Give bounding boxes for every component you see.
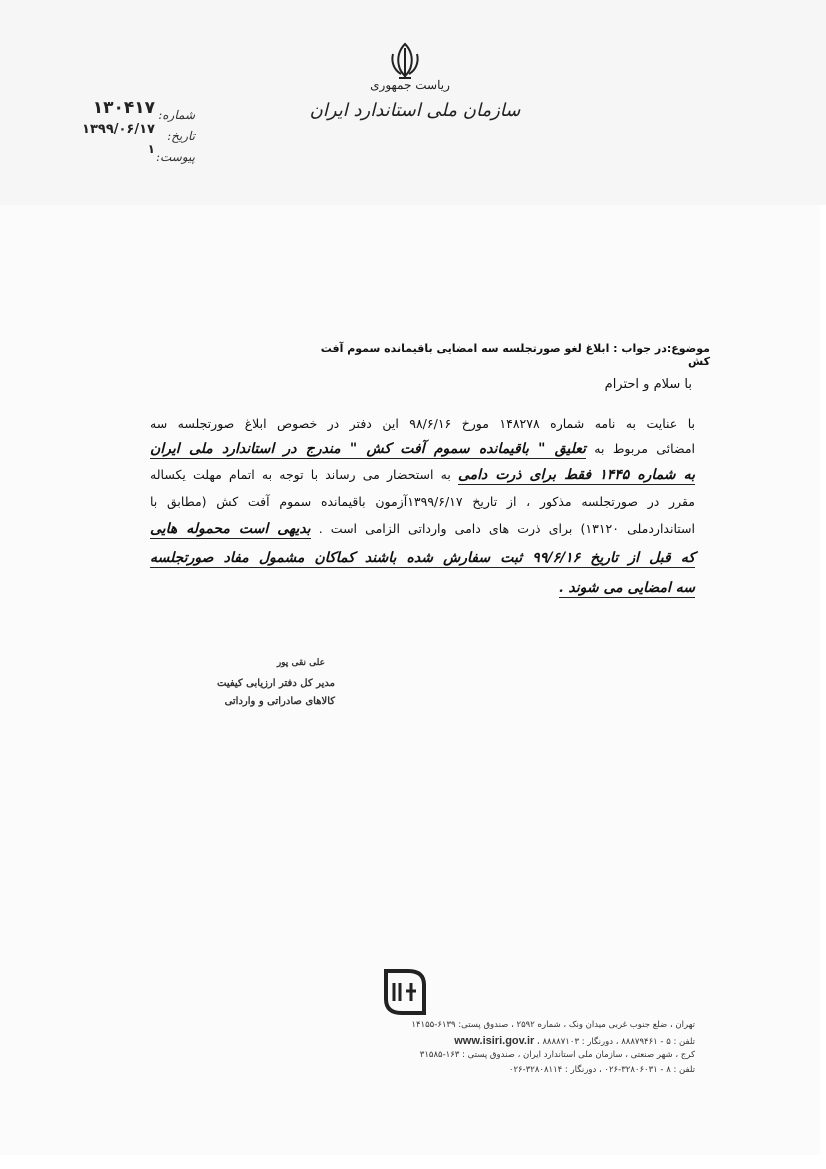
greeting: با سلام و احترام [604, 377, 692, 392]
body-line-3 [150, 467, 695, 483]
number-label: شماره: [158, 108, 195, 122]
signature-name: علی نقی پور [276, 658, 325, 668]
body-emphasis: تعلیق " باقیمانده سموم آفت کش " مندرج در استاندارد ملی ایران [150, 441, 586, 457]
letter-date: ۱۳۹۹/۰۶/۱۷ [82, 122, 155, 137]
attachment-count: ۱ [147, 142, 155, 156]
isiri-logo-icon [378, 965, 432, 1017]
body-emphasis: که قبل از تاریخ ۹۹/۶/۱۶ ثبت سفارش شده باشند کماکان مشمول مفاد صورتجلسه [150, 550, 696, 566]
iran-emblem-icon [385, 40, 425, 82]
footer-phone-tehran: تلفن : ۵ - ۸۸۸۷۹۴۶۱ ، دورنگار : ۸۸۸۸۷۱۰۳ ، [537, 1037, 695, 1047]
subject-line: موضوع:در جواب : ابلاغ لغو صورتجلسه سه امضایی باقیمانده سموم آفت کش [320, 342, 710, 368]
body-line-6 [150, 550, 695, 566]
body-text: استانداردملی ۱۳۱۲۰) برای ذرت های دامی وارداتی الزامی است . [318, 521, 695, 536]
body-emphasis: بدیهی است محموله هایی [150, 521, 311, 537]
website-link[interactable]: www.isiri.gov.ir [454, 1035, 535, 1047]
body-emphasis: به شماره ۱۴۴۵ فقط برای ذرت دامی [457, 467, 695, 483]
organization-name: سازمان ملی استاندارد ایران [309, 100, 521, 121]
signature-title-2: کالاهای صادراتی و وارداتی [224, 696, 335, 707]
body-line-1 [150, 416, 695, 431]
body-text: با عنایت به نامه شماره ۱۴۸۲۷۸ مورخ ۹۸/۶/۱۶ این دفتر در خصوص ابلاغ صورتجلسه سه [150, 416, 695, 431]
body-line-7 [520, 580, 695, 596]
attachment-label: پیوست: [155, 150, 195, 164]
signature-title-1: مدیر کل دفتر ارزیابی کیفیت [217, 678, 335, 689]
footer-contact-karaj: تلفن : ۸ - ۳۲۸۰۶۰۳۱-۰۲۶ ، دورنگار : ۳۲۸۰۸۱۱۴-۰۲۶ [508, 1065, 695, 1075]
body-text: امضائی مربوط به [594, 441, 695, 456]
presidency-label: ریاست جمهوری [370, 78, 450, 92]
letter-number: ۱۳۰۴۱۷ [92, 98, 155, 118]
footer-address-tehran: تهران ، ضلع جنوب غربی میدان ونک ، شماره ۲۵۹۲ ، صندوق پستی: ۶۱۳۹-۱۴۱۵۵ [411, 1020, 695, 1030]
footer-address-karaj: کرج ، شهر صنعتی ، سازمان ملی استاندارد ایران ، صندوق پستی : ۱۶۳-۳۱۵۸۵ [419, 1050, 695, 1060]
body-text: مقرر در صورتجلسه مذکور ، از تاریخ ۱۳۹۹/۶/۱۷آزمون باقیمانده سموم آفت کش (مطابق با [150, 494, 695, 509]
body-line-5 [150, 521, 695, 537]
date-label: تاریخ: [167, 129, 195, 143]
body-text: به استحضار می رساند با توجه به اتمام مهلت یکساله [150, 467, 451, 482]
letter-meta [82, 98, 195, 168]
body-line-2 [150, 441, 695, 457]
body-line-4 [150, 494, 695, 509]
footer-contact-tehran [230, 1035, 695, 1047]
body-emphasis: سه امضایی می شوند . [558, 580, 695, 596]
